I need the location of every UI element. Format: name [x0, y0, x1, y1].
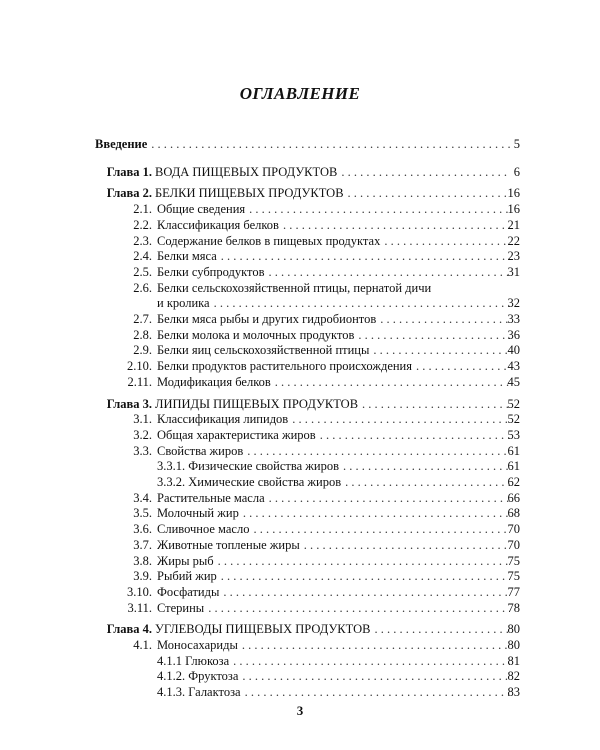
toc-entry-label: Общие сведения: [157, 202, 246, 217]
page-title: ОГЛАВЛЕНИЕ: [239, 84, 361, 103]
toc-page-number: 68: [507, 506, 520, 521]
toc-page-number: 45: [507, 374, 520, 389]
toc-entry-label: Молочный жир: [157, 506, 239, 521]
toc-leader-dots: [268, 264, 510, 280]
toc-page-number: 83: [507, 685, 520, 700]
toc-entry-row[interactable]: [0, 584, 600, 600]
toc-entry-number: 2.3.: [133, 233, 152, 248]
toc-leader-dots: [253, 521, 510, 537]
toc-entry-number: 3.7.: [133, 537, 152, 552]
toc-entry-label: Белки яиц сельскохозяйственной птицы: [157, 343, 370, 358]
toc-entry-row[interactable]: [0, 201, 600, 217]
toc-entry-number: 2.9.: [133, 343, 152, 358]
toc-entry-number: Глава 4.: [106, 622, 152, 637]
toc-entry-number: 2.1.: [133, 202, 152, 217]
toc-page-number: 16: [507, 202, 520, 217]
toc-leader-dots: [218, 553, 510, 569]
toc-entry-label: Стерины: [157, 600, 205, 615]
toc-entry-label: 4.1.2. Фруктоза: [157, 669, 239, 684]
toc-entry-number: 4.1.: [133, 638, 152, 652]
toc-chapter-row[interactable]: [0, 164, 600, 180]
toc-entry-number: 2.11.: [127, 374, 152, 389]
toc-page-number: 66: [507, 490, 520, 505]
toc-entry-label: Белки мяса: [157, 249, 217, 264]
toc-entry-label: 4.1.1 Глюкоза: [157, 653, 230, 668]
toc-entry-row[interactable]: [0, 248, 600, 264]
toc-leader-dots: [221, 248, 510, 264]
toc-page-number: 75: [507, 569, 520, 584]
toc-entry-row[interactable]: [0, 653, 600, 669]
toc-entry-number: Глава 3.: [106, 396, 152, 411]
toc-entry-row[interactable]: [0, 600, 600, 616]
toc-chapter-row[interactable]: [0, 396, 600, 412]
toc-leader-dots: [343, 458, 510, 474]
toc-page-number: 36: [507, 327, 520, 342]
toc-leader-dots: [214, 295, 510, 311]
toc-entry-row[interactable]: [0, 553, 600, 569]
toc-leader-dots: [233, 653, 510, 669]
toc-entry-number: 3.9.: [133, 569, 152, 584]
toc-entry-row[interactable]: [0, 537, 600, 553]
toc-entry-label: УГЛЕВОДЫ ПИЩЕВЫХ ПРОДУКТОВ: [155, 622, 371, 637]
toc-entry-number: 3.4.: [133, 490, 152, 505]
toc-leader-dots: [269, 490, 510, 506]
toc-leader-dots: [223, 584, 510, 600]
toc-page-number: 33: [507, 312, 520, 326]
toc-entry-row[interactable]: [0, 490, 600, 506]
toc-entry-label: Рыбий жир: [157, 569, 217, 584]
toc-page-number: 82: [507, 669, 520, 684]
toc-leader-dots: [304, 537, 510, 553]
toc-entry-number: 3.8.: [133, 553, 152, 568]
toc-entry-label: ЛИПИДЫ ПИЩЕВЫХ ПРОДУКТОВ: [155, 396, 359, 411]
toc-entry-label: Введение: [95, 137, 148, 151]
toc-entry-number: 2.5.: [133, 264, 152, 279]
toc-page-number: 52: [507, 412, 520, 427]
toc-entry-row[interactable]: [0, 374, 600, 390]
toc-entry-label: Фосфатиды: [157, 584, 220, 599]
toc-entry-row[interactable]: [0, 637, 600, 653]
toc-leader-dots: [221, 568, 510, 584]
toc-entry-number: 2.6.: [133, 280, 152, 295]
toc-page-number: 70: [507, 537, 520, 552]
toc-page-number: 6: [513, 164, 520, 179]
toc-leader-dots: [151, 136, 510, 152]
toc-page-number: 61: [507, 443, 520, 458]
toc-page-number: 80: [507, 622, 520, 637]
toc-leader-dots: [243, 505, 510, 521]
toc-entry-number: 3.3.: [133, 443, 152, 458]
toc-page-number: 70: [507, 522, 520, 537]
page-number: 3: [296, 703, 304, 718]
toc-entry-row[interactable]: [0, 295, 600, 311]
toc-entry-row[interactable]: [0, 327, 600, 343]
toc-entry-label: Белки субпродуктов: [157, 264, 265, 279]
toc-leader-dots: [247, 443, 510, 459]
toc-entry-row[interactable]: [0, 668, 600, 684]
toc-page-number: 53: [507, 427, 520, 442]
toc-entry-label: Общая характеристика жиров: [157, 427, 316, 442]
toc-entry-label: 3.3.2. Химические свойства жиров: [157, 475, 342, 489]
toc-page-number: 22: [507, 233, 520, 248]
toc-entry-label: 3.3.1. Физические свойства жиров: [157, 459, 340, 474]
toc-entry-label: и кролика: [157, 296, 210, 311]
toc-entry-number: 2.8.: [133, 327, 152, 342]
toc-entry-number: 3.11.: [127, 600, 152, 615]
toc-page-number: 81: [507, 653, 520, 668]
toc-entry-label: ВОДА ПИЩЕВЫХ ПРОДУКТОВ: [155, 164, 338, 179]
toc-page-number: 62: [507, 475, 520, 489]
toc-leader-dots: [208, 600, 510, 616]
toc-entry-number: 2.7.: [133, 312, 152, 326]
toc-page-number: 78: [507, 600, 520, 615]
toc-page-number: 80: [507, 638, 520, 652]
toc-entry-number: 2.4.: [133, 249, 152, 264]
toc-entry-row[interactable]: [0, 311, 600, 327]
toc-entry-label: Моносахариды: [157, 638, 238, 652]
toc-entry-label: Белки сельскохозяйственной птицы, пернатой дичи: [157, 280, 432, 295]
toc-entry-label: Жиры рыб: [157, 553, 214, 568]
toc-entry-row[interactable]: [0, 458, 600, 474]
toc-page-number: 75: [507, 553, 520, 568]
toc-entry-label: Белки молока и молочных продуктов: [157, 327, 355, 342]
toc-entry-row[interactable]: [0, 521, 600, 537]
toc-chapter-row[interactable]: [0, 185, 600, 201]
toc-leader-dots: [345, 474, 510, 490]
toc-page-number: 23: [507, 249, 520, 264]
toc-entry-number: 3.1.: [133, 412, 152, 427]
toc-entry-row[interactable]: [0, 358, 600, 374]
toc-leader-dots: [275, 374, 510, 390]
toc-leader-dots: [245, 684, 510, 700]
toc-entry-number: 3.10.: [127, 584, 152, 599]
toc-page-number: 77: [507, 584, 520, 599]
toc-entry-label: Свойства жиров: [157, 443, 244, 458]
toc-entry-label: Содержание белков в пищевых продуктах: [157, 233, 381, 248]
toc-entry-label: Сливочное масло: [157, 522, 250, 537]
toc-leader-dots: [358, 327, 510, 343]
toc-entry-row[interactable]: [0, 264, 600, 280]
toc-leader-dots: [249, 201, 510, 217]
toc-page-number: 31: [507, 264, 520, 279]
toc-leader-dots: [242, 637, 510, 653]
toc-entry-label: БЕЛКИ ПИЩЕВЫХ ПРОДУКТОВ: [155, 186, 344, 201]
toc-entry-number: 3.5.: [133, 506, 152, 521]
toc-intro-row[interactable]: [0, 136, 600, 152]
toc-entry-number: 3.6.: [133, 522, 152, 537]
toc-entry-row[interactable]: [0, 427, 600, 443]
toc-entry-label: Белки продуктов растительного происхождения: [157, 359, 412, 374]
toc-entry-row[interactable]: [0, 342, 600, 358]
toc-entry-number: Глава 2.: [106, 186, 152, 201]
toc-entry-row[interactable]: [0, 280, 600, 296]
toc-entry-label: Модификация белков: [157, 374, 271, 389]
toc-leader-dots: [362, 396, 510, 412]
toc-entry-label: Классификация белков: [157, 217, 279, 232]
toc-entry-number: 2.2.: [133, 217, 152, 232]
toc-entry-label: 4.1.3. Галактоза: [157, 685, 241, 700]
toc-leader-dots: [242, 668, 510, 684]
toc-entry-number: Глава 1.: [106, 164, 152, 179]
toc-entry-row[interactable]: [0, 474, 600, 490]
toc-entry-row[interactable]: [0, 568, 600, 584]
toc-page-number: 52: [507, 396, 520, 411]
toc-entry-row[interactable]: [0, 233, 600, 249]
toc-entry-label: Животные топленые жиры: [157, 537, 300, 552]
toc-leader-dots: [348, 185, 510, 201]
toc-entry-label: Белки мяса рыбы и других гидробионтов: [157, 312, 377, 326]
toc-page-number: 16: [507, 186, 520, 201]
toc-page-number: 43: [507, 359, 520, 374]
toc-chapter-row[interactable]: [0, 621, 600, 637]
toc-page-number: 5: [513, 137, 520, 151]
toc-leader-dots: [292, 411, 510, 427]
toc-entry-number: 3.2.: [133, 427, 152, 442]
toc-entry-row[interactable]: [0, 217, 600, 233]
toc-leader-dots: [320, 427, 510, 443]
toc-entry-row[interactable]: [0, 684, 600, 700]
toc-page-number: 32: [507, 296, 520, 311]
toc-leader-dots: [341, 164, 510, 180]
toc-entry-label: Растительные масла: [157, 490, 265, 505]
toc-leader-dots: [283, 217, 510, 233]
toc-entry-label: Классификация липидов: [157, 412, 289, 427]
toc-page-number: 40: [507, 343, 520, 358]
toc-page-number: 61: [507, 459, 520, 474]
toc-entry-row[interactable]: [0, 443, 600, 459]
toc-entry-row[interactable]: [0, 505, 600, 521]
toc-page-number: 21: [507, 217, 520, 232]
toc-entry-row[interactable]: [0, 411, 600, 427]
toc-entry-number: 2.10.: [127, 359, 152, 374]
